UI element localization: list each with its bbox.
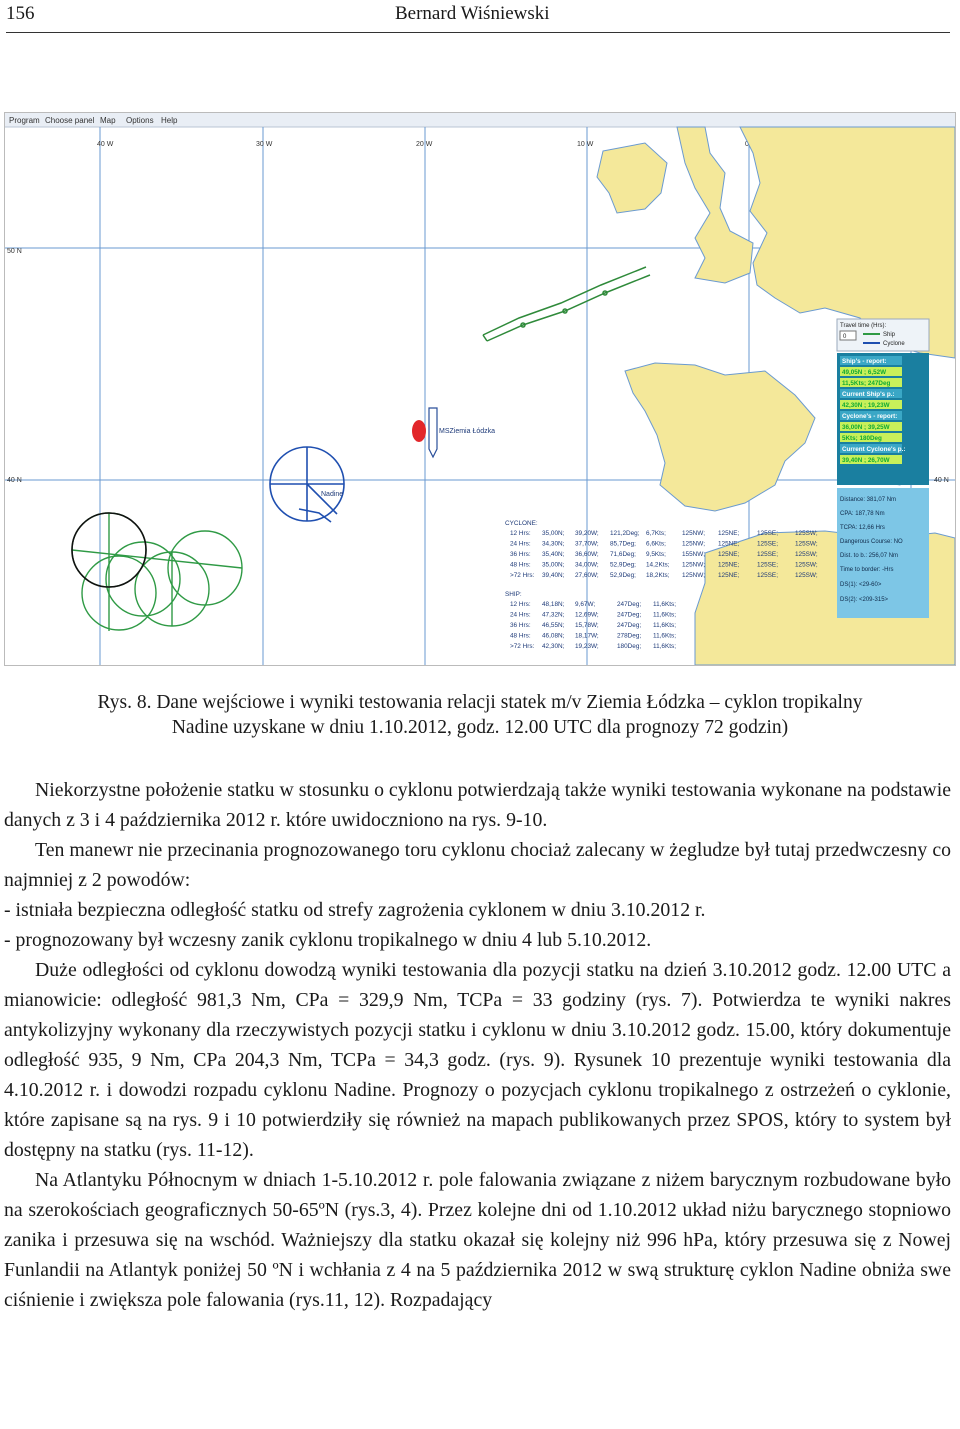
cyclone-table-cell: 6,7Kts; — [646, 530, 666, 537]
distance-value: Distance: 381,07 Nm — [840, 497, 897, 503]
ship-table-cell: 42,30N; — [542, 643, 565, 650]
ship-table-cell: 11,6Kts; — [653, 601, 676, 608]
running-author: Bernard Wiśniewski — [395, 3, 550, 24]
paragraph-2: Ten manewr nie przecinania prognozowanego toru cyklonu chociaż zalecany w żegludze był tutaj przedwczesny co najmniej z 2 powodów: — [4, 839, 951, 891]
cyclone-table-cell: 125NW; — [682, 561, 705, 569]
cyclone-table-cell: 6,6Kts; — [646, 540, 666, 548]
ship-marker — [412, 408, 495, 457]
cyclone-table-cell: 125SE; — [757, 540, 778, 548]
figure-caption — [0, 690, 960, 740]
cyclone-table-cell: >72 Hrs: — [510, 572, 535, 579]
cyclone-table-cell: 125SE; — [757, 530, 778, 537]
menu-help[interactable]: Help — [161, 116, 178, 125]
cyclone-table-cell: 36,60W; — [575, 551, 599, 558]
cyclone-table-cell: 14,2Kts; — [646, 561, 670, 569]
cyclone-table-cell: 85,7Deg; — [610, 540, 636, 548]
cyclone-table-cell: 48 Hrs: — [510, 561, 531, 569]
dangerous-course-value: Dangerous Course: NO — [840, 539, 903, 545]
ship-report-title: Ship's - report: — [842, 358, 887, 365]
cyclone-table-cell: 125NE; — [718, 540, 740, 548]
cyclone-forecast-circles — [72, 513, 242, 631]
cyclone-table-cell: 125NW; — [682, 530, 705, 537]
dist-border-value: Dist. to b.: 256,07 Nm — [840, 553, 899, 559]
caption-line-1: Rys. 8. Dane wejściowe i wyniki testowania relacji statek m/v Ziemia Łódzka – cyklon tropikalny — [97, 692, 863, 713]
lon-label-30w: 30 W — [256, 141, 273, 148]
ship-table-cell: 12,69W; — [575, 611, 599, 619]
ship-table-cell: 15,78W; — [575, 622, 599, 629]
ship-report-speed: 11,5Kts; 247Deg — [842, 380, 891, 387]
lon-label-40w: 40 W — [97, 141, 114, 148]
cyclone-table-cell: 52,9Deg; — [610, 572, 636, 579]
body-text — [4, 775, 951, 1315]
cyclone-table-cell: 27,60W; — [575, 572, 599, 579]
figure-map-screenshot — [4, 112, 956, 666]
ship-table-cell: 180Deg; — [617, 643, 642, 650]
ship-track — [483, 267, 650, 341]
current-ship-pos: 42,30N ; 19,23W — [842, 402, 890, 409]
cyclone-table-cell: 125SE; — [757, 551, 778, 558]
info-panel — [837, 319, 929, 618]
ship-report-pos: 49,05N ; 6,52W — [842, 369, 887, 376]
ship-table-cell: 19,23W; — [575, 643, 599, 650]
cyclone-report-pos: 36,00N ; 39,25W — [842, 424, 890, 431]
menu-choose-panel[interactable]: Choose panel — [45, 116, 95, 125]
cyclone-table-cell: 125NE; — [718, 530, 740, 537]
menu-program[interactable]: Program — [9, 116, 40, 125]
ship-table-cell: 247Deg; — [617, 611, 642, 619]
lon-label-0: 0 — [745, 141, 749, 148]
ship-table-cell: 24 Hrs: — [510, 611, 531, 619]
ship-table-cell: 36 Hrs: — [510, 622, 531, 629]
cyclone-table-cell: 35,00N; — [542, 561, 565, 569]
ship-table-cell: 46,55N; — [542, 622, 565, 629]
ship-table-cell: 11,6Kts; — [653, 643, 676, 650]
current-cyclone-pos: 39,40N ; 26,70W — [842, 457, 890, 464]
cyclone-table-cell: 37,70W; — [575, 540, 599, 548]
lat-label-40n: 40 N — [7, 477, 22, 484]
cyclone-current-circle — [270, 447, 344, 522]
lat-label-40n-right: 40 N — [934, 477, 949, 484]
travel-time-value: 0 — [843, 334, 847, 340]
cyclone-table-cell: 125NW; — [682, 540, 705, 548]
time-border-value: Time to border: -Hrs — [840, 567, 894, 573]
travel-time-label: Travel time (Hrs): — [840, 323, 887, 329]
ship-table-cell: 48,18N; — [542, 601, 565, 608]
lon-label-10w: 10 W — [577, 141, 594, 148]
tcpa-value: TCPA: 12,66 Hrs — [840, 525, 885, 531]
ship-table-cell: 247Deg; — [617, 601, 642, 608]
ship-table-title: SHIP: — [505, 591, 522, 598]
cyclone-table-cell: 9,5Kts; — [646, 551, 666, 558]
caption-line-2: Nadine uzyskane w dniu 1.10.2012, godz. 12.00 UTC dla prognozy 72 godzin) — [171, 717, 789, 738]
paragraph-5: Duże odległości od cyklonu dowodzą wyniki testowania dla pozycji statku na dzień 3.10.2012 godz. 12.00 UTC a mianowicie: odległość 981,3 Nm, CPa = 329,9 Nm, TCPa = 33 godziny (rys. 7). Potwierdza te wyniki nakres antykolizyjny wykonany dla rzeczywistych pozycji statku i cyklonu w dniu 3.10.2012 godz. 15.00, który dokumentuje odległość 935, 9 Nm, CPa 204,3 Nm, TCPa = 34,3 godz. (rys. 9). Rysunek 10 prezentuje wyniki testowania dla 4.10.2012 r. i dowodzi rozpadu cyklonu Nadine. Prognozy o pozycjach cyklonu tropikalnego z ostrzeżeń o cyklonie, które zapisane są na rys. 9 i 10 potwierdziły się również na mapach publikowanych przez SPOS, który to system był dostępny na statku (rys. 11-12). — [4, 959, 951, 1161]
cyclone-table-cell: 125SE; — [757, 572, 778, 579]
ship-table-cell: 278Deg; — [617, 632, 642, 640]
cyclone-label: Nadine — [321, 491, 344, 498]
current-ship-title: Current Ship's p.: — [842, 391, 895, 398]
ship-table-cell: 46,08N; — [542, 632, 565, 640]
cyclone-table-cell: 35,40N; — [542, 551, 565, 558]
ship-table-cell: 11,6Kts; — [653, 611, 676, 619]
ship-table-cell: 12 Hrs: — [510, 601, 531, 608]
menu-map[interactable]: Map — [100, 116, 116, 125]
cyclone-table-cell: 36 Hrs: — [510, 551, 531, 558]
cyclone-report-speed: 5Kts; 180Deg — [842, 435, 882, 442]
ship-table-cell: 47,32N; — [542, 611, 565, 619]
cyclone-table-cell: 71,6Deg; — [610, 551, 636, 558]
lon-label-20w: 20 W — [416, 141, 433, 148]
cyclone-table-cell: 52,9Deg; — [610, 561, 636, 569]
cyclone-table-cell: 24 Hrs: — [510, 540, 531, 548]
cyclone-table-cell: 39,40N; — [542, 572, 565, 579]
paragraph-3: - istniała bezpieczna odległość statku od strefy zagrożenia cyklonem w dniu 3.10.2012 r. — [4, 899, 706, 921]
ship-table-cell: 11,6Kts; — [653, 632, 676, 640]
paragraph-4: - prognozowany był wczesny zanik cyklonu tropikalnego w dniu 4 lub 5.10.2012. — [4, 929, 652, 951]
ship-table-cell: 247Deg; — [617, 622, 642, 629]
cyclone-table-title: CYCLONE: — [505, 520, 538, 527]
legend-cyclone-label: Cyclone — [883, 341, 905, 347]
paragraph-1: Niekorzystne położenie statku w stosunku o cyklonu potwierdzają także wyniki testowania wykonane na podstawie danych z 3 i 4 października 2012 r. które uwidoczniono na rys. 9-10. — [4, 779, 951, 831]
ship-label: MSZiemia Łódzka — [439, 428, 496, 435]
cpa-value: CPA: 187,78 Nm — [840, 511, 885, 517]
cyclone-table-cell: 35,00N; — [542, 530, 565, 537]
ship-table-cell: 18,17W; — [575, 632, 599, 640]
cyclone-table-cell: 12 Hrs: — [510, 530, 531, 537]
cyclone-table-cell: 125SW; — [795, 572, 818, 579]
cyclone-table-cell: 34,00W; — [575, 561, 599, 569]
cyclone-table-cell: 125NW; — [682, 572, 705, 579]
cyclone-table-cell: 121,2Deg; — [610, 530, 640, 537]
cyclone-report-title: Cyclone's - report: — [842, 413, 898, 420]
cyclone-table-cell: 34,30N; — [542, 540, 565, 548]
cyclone-table-cell: 125SW; — [795, 561, 818, 569]
ds1-value: DS(1): <29-60> — [840, 582, 882, 588]
lat-label-50n: 50 N — [7, 248, 22, 255]
paragraph-6: Na Atlantyku Północnym w dniach 1-5.10.2012 r. pole falowania związane z niżem barycznym rozbudowane było na szerokościach geograficznych 50-65ºN (rys.3, 4). Przez kolejne dni od 1.10.2012 układ niżu barycznego stopniowo zanika i przesuwa się na wschód. Ważniejszy dla statku okazał się kolejny niż 996 hPa, który przesuwa się z Nowej Funlandii na Atlantyk poniżej 50 ºN i wchłania z 4 na 5 października 2012 w swą strukturę cyklon Nadine obniża swe ciśnienie i zwiększa pole falowania (rys.11, 12). Rozpadający — [4, 1169, 951, 1311]
cyclone-table-cell: 125SW; — [795, 551, 818, 558]
cyclone-table-cell: 125NE; — [718, 551, 740, 558]
cyclone-table-cell: 39,20W; — [575, 530, 599, 537]
cyclone-table-cell: 125SE; — [757, 561, 778, 569]
legend-ship-label: Ship — [883, 332, 896, 338]
cyclone-table-cell: 155NW; — [682, 551, 705, 558]
ship-table-cell: 9,67W; — [575, 601, 596, 608]
cyclone-table-cell: 18,2Kts; — [646, 572, 670, 579]
ship-table-cell: 11,6Kts; — [653, 622, 676, 629]
cyclone-table-cell: 125NE; — [718, 561, 740, 569]
ship-table-cell: >72 Hrs: — [510, 643, 535, 650]
menu-bar — [9, 116, 178, 125]
page-header — [6, 0, 950, 33]
ship-table-cell: 48 Hrs: — [510, 632, 531, 640]
ds2-value: DS(2): <209-315> — [840, 597, 889, 603]
page-number: 156 — [6, 3, 35, 24]
cyclone-table-cell: 125SW; — [795, 530, 818, 537]
cyclone-table-cell: 125NE; — [718, 572, 740, 579]
menu-options[interactable]: Options — [126, 116, 154, 125]
cyclone-table-cell: 125SW; — [795, 540, 818, 548]
current-cyclone-title: Current Cyclone's p.: — [842, 446, 906, 453]
